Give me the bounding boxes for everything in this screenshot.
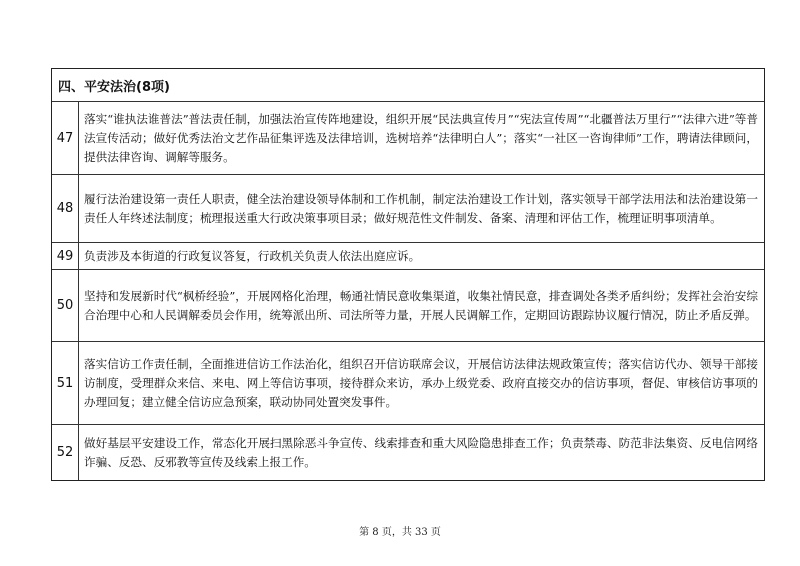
item-number: 48 xyxy=(52,175,79,242)
item-text: 坚持和发展新时代“枫桥经验”，开展网格化治理，畅通社情民意收集渠道，收集社情民意，排查调处各类矛盾纠纷；发挥社会治安综合治理中心和人民调解委员会作用，统筹派出所、司法所等力量，开展人民调解工作，定期回访跟踪协议履行情况，防止矛盾反弹。 xyxy=(84,288,758,322)
item-number: 49 xyxy=(52,243,79,269)
table-row xyxy=(52,243,764,270)
table-row xyxy=(52,270,764,342)
table-row xyxy=(52,425,764,480)
item-text: 落实信访工作责任制，全面推进信访工作法治化，组织召开信访联席会议，开展信访法律法规政策宣传；落实信访代办、领导干部接访制度，受理群众来信、来电、网上等信访事项，接待群众来访，承办上级党委、政府直接交办的信访事项，督促、审核信访事项的办理回复；建立健全信访应急预案，联动协同处置突发事件。 xyxy=(84,356,758,409)
item-text: 负责涉及本街道的行政复议答复，行政机关负责人依法出庭应诉。 xyxy=(84,248,421,263)
item-number: 47 xyxy=(52,102,79,174)
section-header xyxy=(52,69,764,102)
section-title: 四、平安法治(8项) xyxy=(58,79,170,95)
table-row xyxy=(52,342,764,425)
table-row xyxy=(52,102,764,175)
item-text-cell xyxy=(79,243,764,269)
item-number: 52 xyxy=(52,425,79,480)
item-text-cell xyxy=(79,425,764,480)
item-number: 51 xyxy=(52,342,79,424)
item-text-cell xyxy=(79,270,764,341)
item-number: 50 xyxy=(52,270,79,341)
item-text: 做好基层平安建设工作，常态化开展扫黑除恶斗争宣传、线索排查和重大风险隐患排查工作；负责禁毒、防范非法集资、反电信网络诈骗、反恐、反邪教等宣传及线索上报工作。 xyxy=(84,435,758,469)
items-table xyxy=(51,68,765,481)
table-row xyxy=(52,175,764,243)
item-text-cell xyxy=(79,175,764,242)
item-text: 履行法治建设第一责任人职责，健全法治建设领导体制和工作机制，制定法治建设工作计划，落实领导干部学法用法和法治建设第一责任人年终述法制度；梳理报送重大行政决策事项目录；做好规范性文件制发、备案、清理和评估工作，梳理证明事项清单。 xyxy=(84,191,758,225)
item-text-cell xyxy=(79,102,764,174)
item-text: 落实“谁执法谁普法”普法责任制，加强法治宣传阵地建设，组织开展“民法典宣传月”“宪法宣传周”“北疆普法万里行”“法律六进”等普法宣传活动；做好优秀法治文艺作品征集评选及法律培训，选树培养“法律明白人”；落实“一社区一咨询律师”工作，聘请法律顾问，提供法律咨询、调解等服务。 xyxy=(84,111,758,164)
item-text-cell xyxy=(79,342,764,424)
page-footer: 第 8 页，共 33 页 xyxy=(359,527,441,538)
